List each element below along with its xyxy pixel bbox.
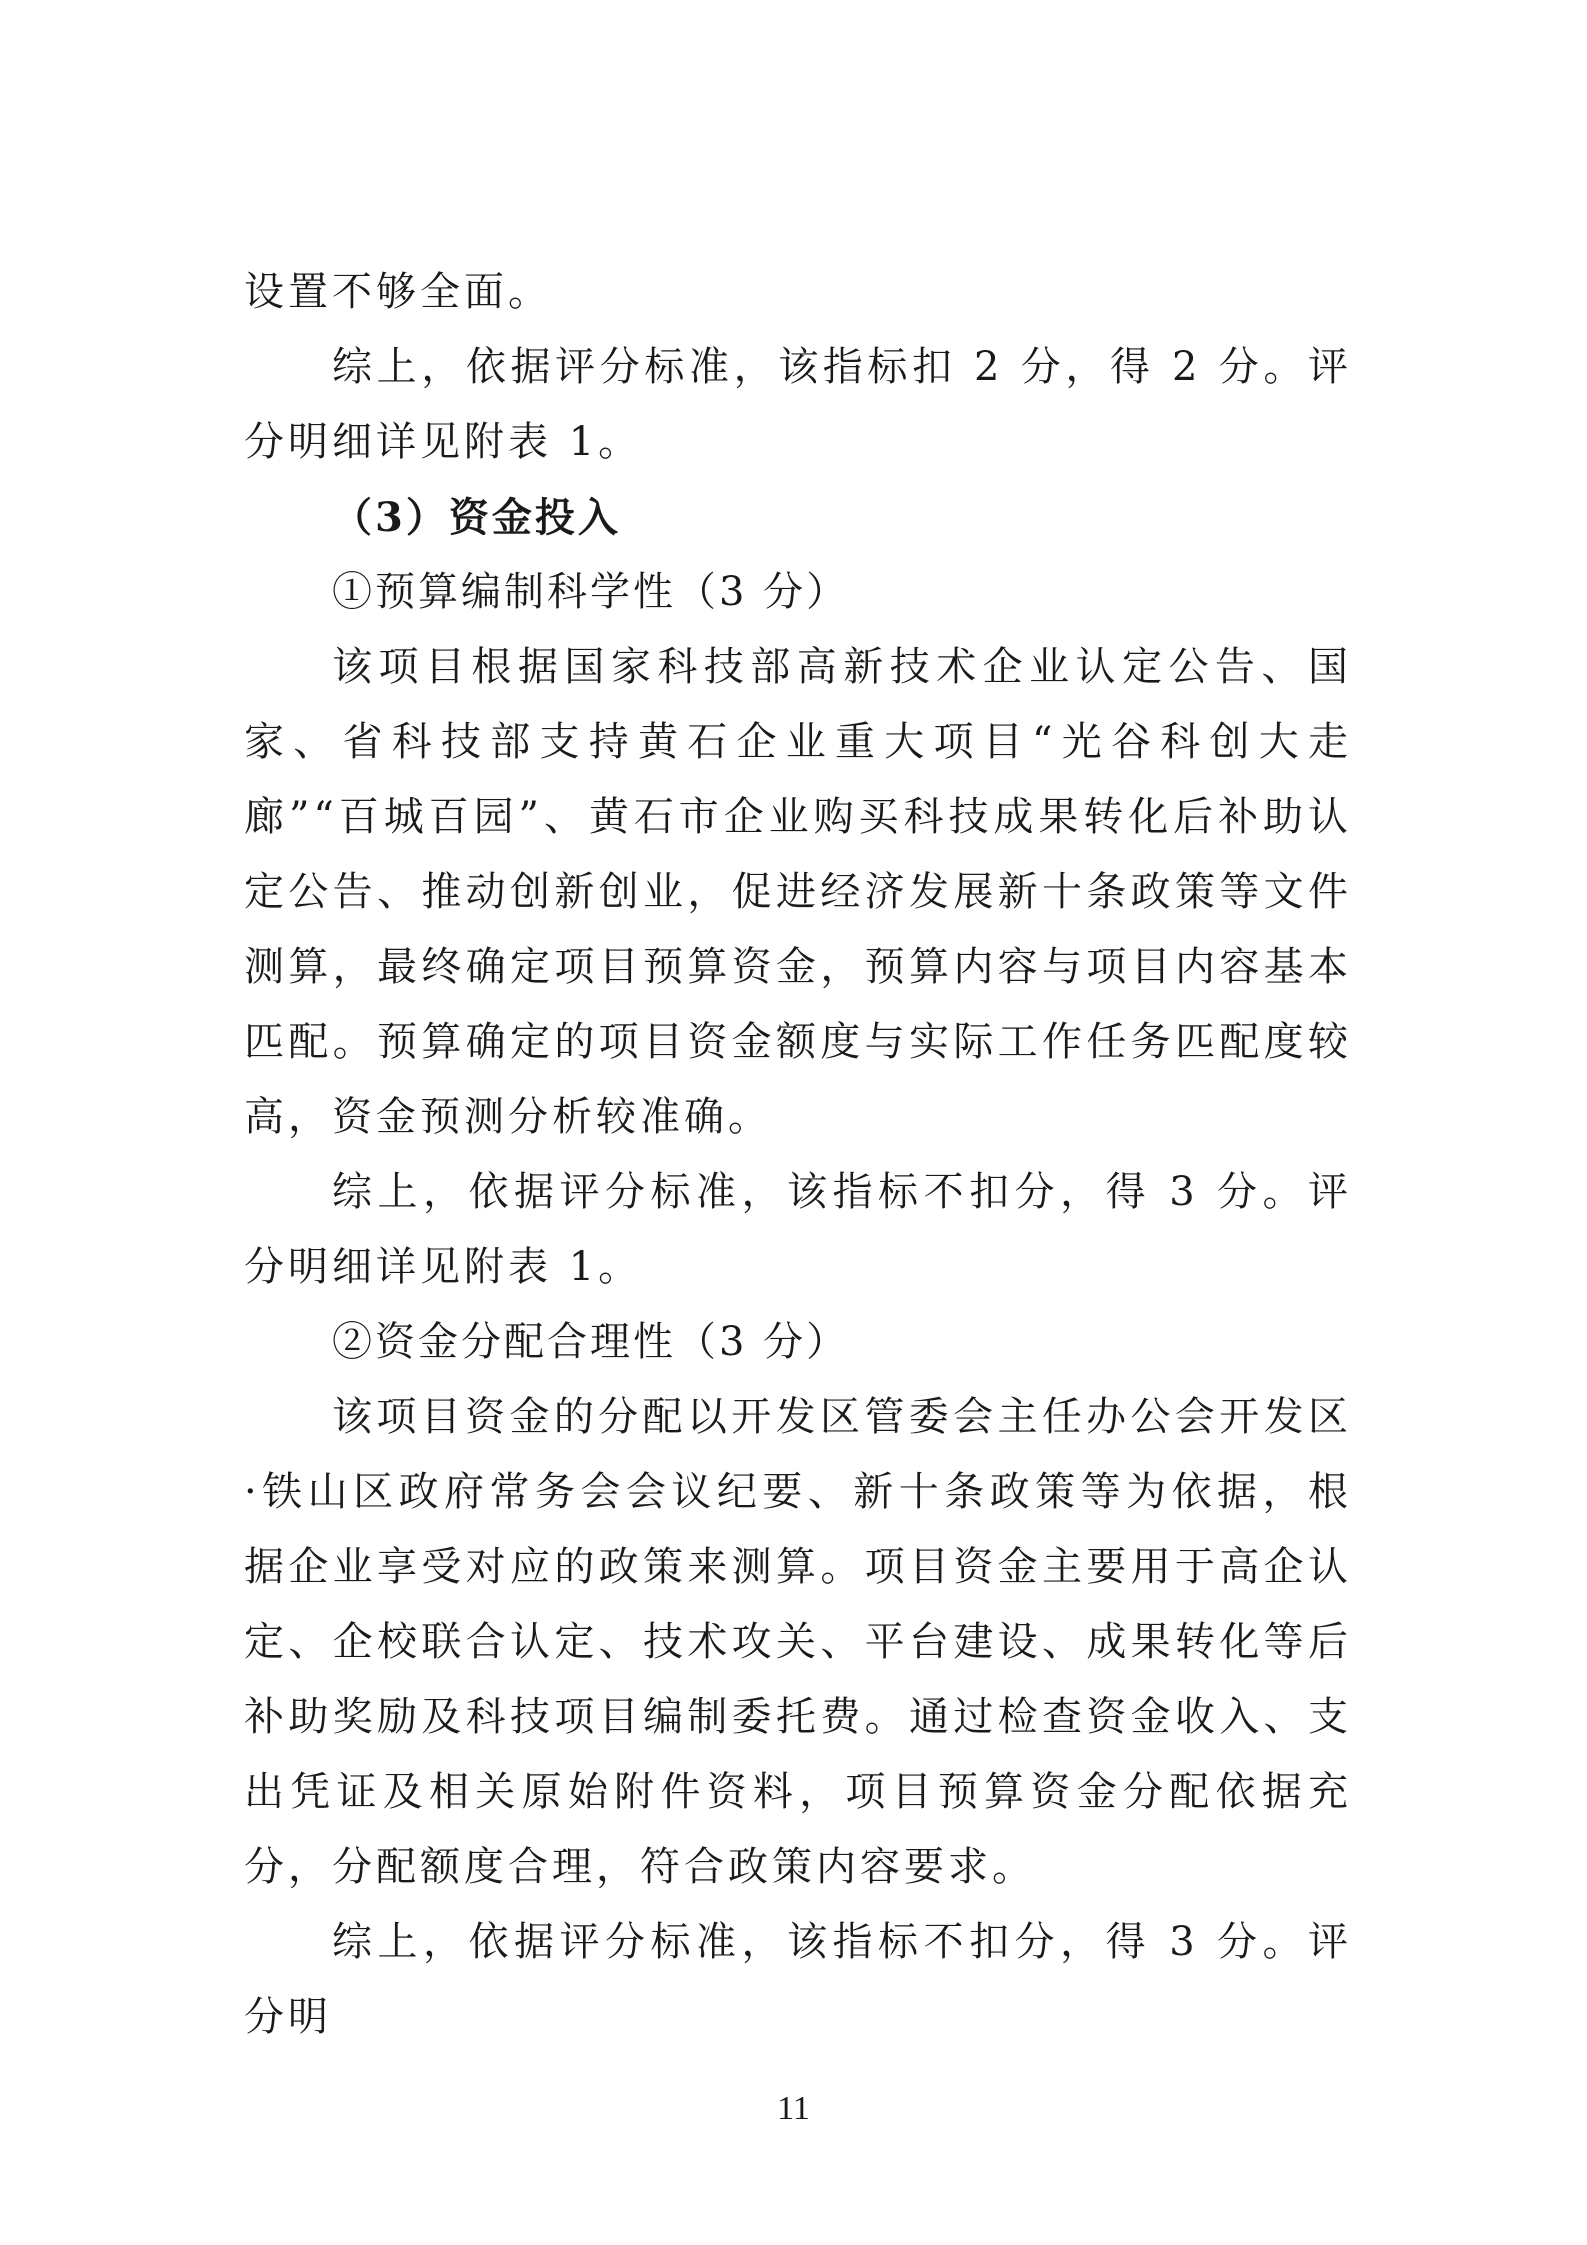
subheading-fund-allocation: ②资金分配合理性（3 分） [332,1319,850,1365]
paragraph-score-summary-3: 综上，依据评分标准，该指标不扣分，得 3 分。评分明 [244,1919,1352,2040]
paragraph-continuation: 设置不够全面。 [244,269,552,315]
document-body [244,255,1352,2055]
paragraph-allocation-description: 该项目资金的分配以开发区管委会主任办公会开发区·铁山区政府常务会会议纪要、新十条政策等为依据，根据企业享受对应的政策来测算。项目资金主要用于高企认定、企校联合认定、技术攻关、平台建设、成果转化等后补助奖励及科技项目编制委托费。通过检查资金收入、支出凭证及相关原始附件资料，项目预算资金分配依据充分，分配额度合理，符合政策内容要求。 [244,1394,1352,1890]
subheading-budget-scientific: ①预算编制科学性（3 分） [332,569,850,615]
paragraph-score-summary-2: 综上，依据评分标准，该指标不扣分，得 3 分。评分明细详见附表 1。 [244,1169,1352,1290]
paragraph-score-summary-1: 综上，依据评分标准，该指标扣 2 分，得 2 分。评分明细详见附表 1。 [244,344,1352,465]
paragraph-budget-description: 该项目根据国家科技部高新技术企业认定公告、国家、省科技部支持黄石企业重大项目“光谷科创大走廊”“百城百园”、黄石市企业购买科技成果转化后补助认定公告、推动创新创业，促进经济发展新十条政策等文件测算，最终确定项目预算资金，预算内容与项目内容基本匹配。预算确定的项目资金额度与实际工作任务匹配度较高，资金预测分析较准确。 [244,644,1352,1140]
section-heading-funding: （3）资金投入 [332,494,621,541]
page-number: 11 [777,2090,810,2127]
